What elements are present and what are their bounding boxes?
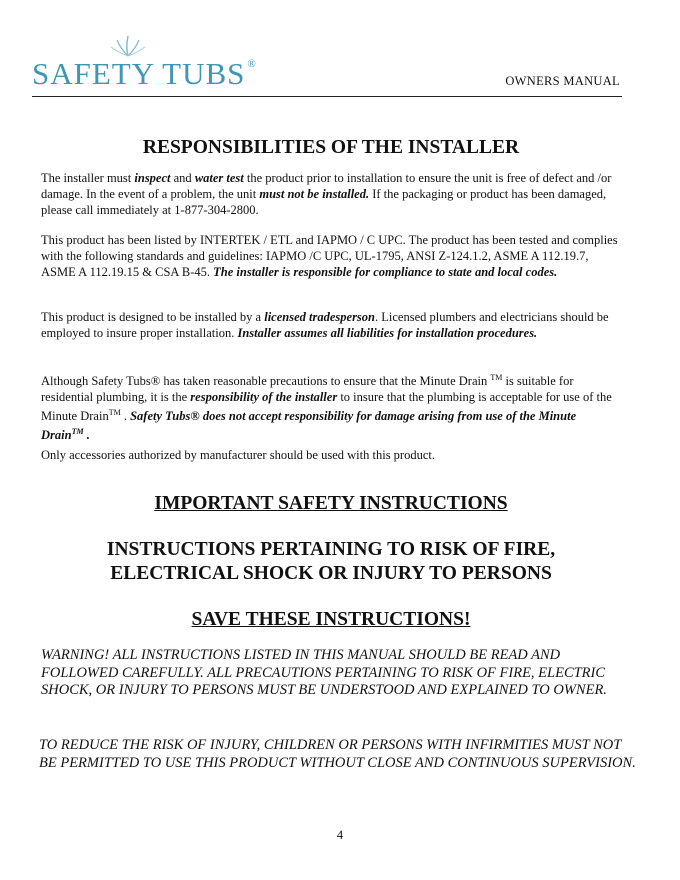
- paragraph-licensed: This product is designed to be installed by a licensed tradesperson. Licensed plumbers and electricians should be employed to insure proper installation. Installer assumes all liabilities for installation procedures.: [41, 310, 609, 340]
- paragraph-standards: This product has been listed by INTERTEK / ETL and IAPMO / C UPC. The product has been tested and complies with the following standards and guidelines: IAPMO /C UPC, UL-1795, ANSI Z-124.1.2, ASME A 112.19.7, ASME A 112.19.15 & CSA B-45. The installer is responsible for compliance to state and local codes.: [41, 233, 618, 279]
- water-spray-icon: [108, 36, 148, 58]
- subtitle-line-2: ELECTRICAL SHOCK OR INJURY TO PERSONS: [110, 563, 552, 584]
- page-number: 4: [336, 828, 344, 842]
- safety-tubs-logo: [32, 36, 257, 94]
- header-divider: [32, 96, 622, 97]
- section-title-installer: RESPONSIBILITIES OF THE INSTALLER: [142, 137, 520, 158]
- paragraph-minute-drain: Although Safety Tubs® has taken reasonable precautions to ensure that the Minute Drain ™ is suitable for residential plumbing, it is the responsibility of the installer to insure that the plumbing is acceptable for use of the Minute Drain™ . Safety Tubs® does not accept responsibility for damage arising from use of the Minute Drain™ .: [41, 373, 612, 443]
- paragraph-inspection: The installer must inspect and water test the product prior to installation to ensure the unit is free of defect and /or damage. In the event of a problem, the unit must not be installed. If the packaging or product has been damaged, please call immediately at 1-877-304-2800.: [41, 171, 612, 217]
- subtitle-line-1: INSTRUCTIONS PERTAINING TO RISK OF FIRE,: [106, 539, 556, 560]
- section-title-safety: IMPORTANT SAFETY INSTRUCTIONS: [154, 493, 508, 514]
- warning-read-instructions: WARNING! ALL INSTRUCTIONS LISTED IN THIS MANUAL SHOULD BE READ AND FOLLOWED CAREFULLY. ALL PRECAUTIONS PERTAINING TO RISK OF FIRE, ELECTRIC SHOCK, OR INJURY TO PERSONS MUST BE UNDERSTOOD AND EXPLAINED TO OWNER.: [41, 647, 607, 698]
- save-instructions-heading: SAVE THESE INSTRUCTIONS!: [191, 609, 471, 630]
- logo-wordmark: SAFETY TUBS ®: [32, 56, 257, 91]
- manual-label: OWNERS MANUAL: [505, 74, 620, 88]
- paragraph-accessories: Only accessories authorized by manufacturer should be used with this product.: [41, 448, 435, 462]
- warning-supervision: TO REDUCE THE RISK OF INJURY, CHILDREN OR PERSONS WITH INFIRMITIES MUST NOT BE PERMITTED TO USE THIS PRODUCT WITHOUT CLOSE AND CONTINUOUS SUPERVISION.: [39, 737, 636, 771]
